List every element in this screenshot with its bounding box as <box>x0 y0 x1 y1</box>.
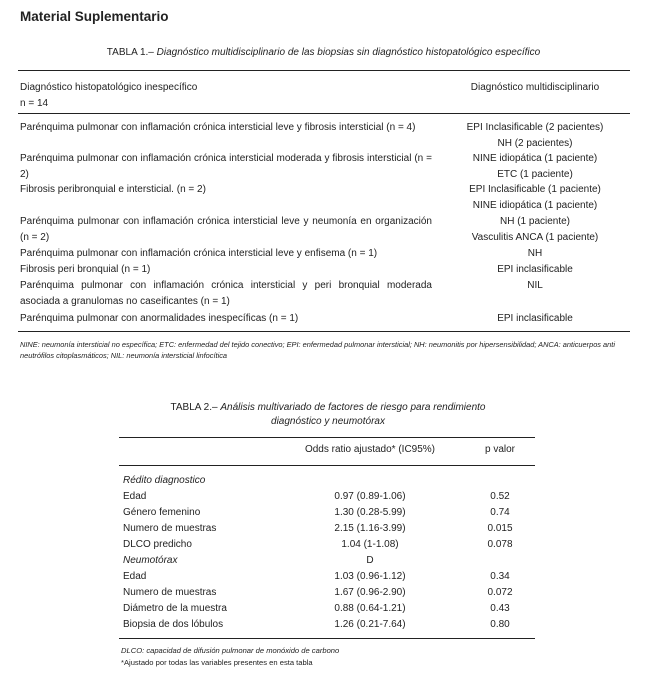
table1-bottom-rule <box>18 331 630 332</box>
table1-row-left: Fibrosis peribronquial e intersticial. (n = 2) <box>20 184 206 195</box>
table2-p: 0.52 <box>490 491 510 502</box>
page-title: Material Suplementario <box>20 9 169 24</box>
table2-header-rule <box>119 465 535 466</box>
table-row <box>120 539 534 555</box>
table2-odds: 1.03 (0.96-1.12) <box>334 571 406 582</box>
table2-odds: D <box>366 555 374 566</box>
table1-top-rule <box>18 70 630 71</box>
table1-header-left-line1: Diagnóstico histopatológico inespecífico <box>20 82 198 93</box>
table1-row-left: Parénquima pulmonar con inflamación crónica intersticial y peri bronquial moderada asociada a granulomas no caseificantes (n = 1) <box>20 280 432 307</box>
table1-row-right <box>440 278 630 294</box>
table2-caption-line2 <box>118 415 538 429</box>
table1-row-right <box>440 182 630 214</box>
table2-p: 0.072 <box>487 587 513 598</box>
table-row <box>120 603 534 619</box>
table1-row-right <box>440 246 630 262</box>
table1-row-right-line: Vasculitis ANCA (1 paciente) <box>471 231 599 243</box>
table1-caption-text: Diagnóstico multidisciplinario de las biopsias sin diagnóstico histopatológico específico <box>156 47 541 58</box>
table2-section-title <box>120 475 534 491</box>
table2-section-label: Rédito diagnostico <box>123 475 206 486</box>
table1-row-right-line: EPI Inclasificable (1 paciente) <box>469 184 601 195</box>
table1-header-left-line2: n = 14 <box>20 97 49 109</box>
table2-p: 0.34 <box>490 571 510 582</box>
table1-row-left: Parénquima pulmonar con inflamación crónica intersticial moderada y fibrosis intersticial (n = 2) <box>20 153 432 180</box>
table2-caption <box>118 401 538 429</box>
table1-header-left <box>20 80 197 112</box>
table1-row-right-line: NIL <box>527 280 543 291</box>
table1-footnote: NINE: neumonía intersticial no específica; ETC: enfermedad del tejido conectivo; EPI: enfermedad pulmonar intersticial; NH: neumonitis por hipersensibilidad; ANCA: anticuerpos anti neutrófilos citoplasmáticos; NIL: neumonía intersticial linfocítica <box>20 340 615 360</box>
table1-row-left: Parénquima pulmonar con inflamación crónica intersticial leve y neumonía en organización (n = 2) <box>20 216 432 243</box>
table2-caption-prefix: TABLA 2.– <box>170 402 218 413</box>
table2-label: Biopsia de dos lóbulos <box>123 619 224 630</box>
table2-header-odds: Odds ratio ajustado* (IC95%) <box>304 444 436 455</box>
table2-p: 0.015 <box>487 523 513 534</box>
table1-row-right-line: NINE idiopática (1 paciente) <box>472 153 598 164</box>
table-row <box>120 619 534 635</box>
table2-bottom-rule <box>119 638 535 639</box>
table2-caption-text-2: diagnóstico y neumotórax <box>271 416 385 427</box>
table1-row-right-line: NH (2 pacientes) <box>497 137 573 149</box>
table-row <box>120 587 534 603</box>
table-row <box>120 507 534 523</box>
table1-row-right <box>440 120 630 152</box>
table1-row-right-line: NH <box>527 248 543 259</box>
table1-row-right <box>440 151 630 183</box>
table1-row-left: Parénquima pulmonar con anormalidades inespecíficas (n = 1) <box>20 313 299 324</box>
table1-row-right-line: EPI inclasificable <box>497 264 573 275</box>
table1-row-right <box>440 214 630 246</box>
table2-footnote-dlco: DLCO: capacidad de difusión pulmonar de monóxido de carbono <box>121 646 340 655</box>
table2-odds: 1.67 (0.96-2.90) <box>334 587 406 598</box>
table1-header-right: Diagnóstico multidisciplinario <box>470 82 600 93</box>
table2-p: 0.078 <box>487 539 513 550</box>
table1-caption <box>0 47 647 58</box>
table2-caption-text: Análisis multivariado de factores de riesgo para rendimiento <box>220 402 486 413</box>
table1-row-left: Parénquima pulmonar con inflamación crónica intersticial leve y fibrosis intersticial (n = 4) <box>20 122 416 133</box>
table2-odds: 1.30 (0.28-5.99) <box>334 507 406 518</box>
table2-label: DLCO predicho <box>123 539 192 550</box>
table2-label: Género femenino <box>123 507 201 518</box>
table-row <box>120 491 534 507</box>
table2-p: 0.43 <box>490 603 510 614</box>
table2-section-title <box>120 555 534 571</box>
table2-label: Diámetro de la muestra <box>123 603 227 614</box>
table1-row-right <box>440 311 630 327</box>
table1-row-right-line: NINE idiopática (1 paciente) <box>472 199 598 211</box>
table2-header-p: p valor <box>484 444 515 455</box>
table2-top-rule <box>119 437 535 438</box>
table2-odds: 0.88 (0.64-1.21) <box>334 603 406 614</box>
table2-caption-line1 <box>118 401 538 415</box>
table2-footnote-adjusted: *Ajustado por todas las variables presentes en esta tabla <box>121 658 313 667</box>
table2-section-label: Neumotórax <box>123 555 178 566</box>
table2-label: Numero de muestras <box>123 523 217 534</box>
table1-row-left: Fibrosis peri bronquial (n = 1) <box>20 264 151 275</box>
table2-label: Edad <box>123 571 147 582</box>
table2-odds: 1.26 (0.21-7.64) <box>334 619 406 630</box>
table1-row-left: Parénquima pulmonar con inflamación crónica intersticial leve y enfisema (n = 1) <box>20 248 378 259</box>
table-row <box>120 523 534 539</box>
table2-odds: 2.15 (1.16-3.99) <box>334 523 406 534</box>
table1-row-right <box>440 262 630 278</box>
table1-row-right-line: ETC (1 paciente) <box>497 168 573 180</box>
table2-label: Edad <box>123 491 147 502</box>
table1-header-rule <box>18 113 630 114</box>
table2-header-row <box>120 444 534 460</box>
table2-odds: 0.97 (0.89-1.06) <box>334 491 406 502</box>
table2-label: Numero de muestras <box>123 587 217 598</box>
table2-p: 0.80 <box>490 619 510 630</box>
table1-row-right-line: EPI inclasificable <box>497 313 573 324</box>
table-row <box>120 571 534 587</box>
table1-caption-prefix: TABLA 1.– <box>106 47 154 58</box>
table2-odds: 1.04 (1-1.08) <box>341 539 399 550</box>
table1-row-right-line: EPI Inclasificable (2 pacientes) <box>466 122 604 133</box>
table2-p: 0.74 <box>490 507 510 518</box>
table1-row-right-line: NH (1 paciente) <box>499 216 571 227</box>
